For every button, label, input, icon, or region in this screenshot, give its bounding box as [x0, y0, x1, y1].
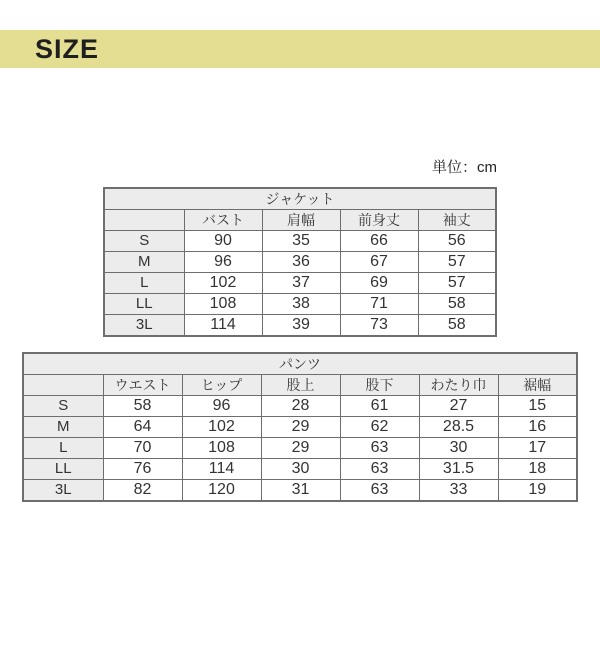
size-value: 58	[418, 294, 496, 315]
size-value: 27	[419, 396, 498, 417]
size-label: M	[23, 417, 103, 438]
pants-table	[22, 352, 578, 502]
size-value: 31.5	[419, 459, 498, 480]
unit-label: 単位：cm	[432, 159, 497, 176]
size-value: 63	[340, 459, 419, 480]
size-label: 3L	[104, 315, 184, 337]
size-value: 70	[103, 438, 182, 459]
column-header: ウエスト	[103, 375, 182, 396]
size-value: 82	[103, 480, 182, 502]
table-row	[23, 459, 577, 480]
table-row	[104, 294, 496, 315]
column-header: 股上	[261, 375, 340, 396]
size-value: 114	[182, 459, 261, 480]
table-row	[23, 480, 577, 502]
size-value: 16	[498, 417, 577, 438]
jacket-table	[103, 187, 497, 337]
size-value: 33	[419, 480, 498, 502]
size-value: 56	[418, 231, 496, 252]
size-value: 90	[184, 231, 262, 252]
column-header: 裾幅	[498, 375, 577, 396]
table-row	[23, 396, 577, 417]
size-label: S	[104, 231, 184, 252]
size-value: 15	[498, 396, 577, 417]
size-value: 30	[261, 459, 340, 480]
size-value: 28.5	[419, 417, 498, 438]
size-value: 63	[340, 480, 419, 502]
column-header: 肩幅	[262, 210, 340, 231]
size-value: 19	[498, 480, 577, 502]
column-header: 袖丈	[418, 210, 496, 231]
column-header: 股下	[340, 375, 419, 396]
size-value: 71	[340, 294, 418, 315]
size-value: 28	[261, 396, 340, 417]
header-row	[104, 210, 496, 231]
size-value: 39	[262, 315, 340, 337]
pants-size-table	[22, 352, 578, 502]
size-value: 114	[184, 315, 262, 337]
corner-cell	[23, 375, 103, 396]
table-title: ジャケット	[104, 188, 496, 210]
size-value: 62	[340, 417, 419, 438]
size-label: LL	[23, 459, 103, 480]
table-row	[23, 438, 577, 459]
corner-cell	[104, 210, 184, 231]
table-row	[104, 273, 496, 294]
size-value: 29	[261, 417, 340, 438]
size-value: 64	[103, 417, 182, 438]
size-value: 73	[340, 315, 418, 337]
size-value: 69	[340, 273, 418, 294]
size-value: 102	[184, 273, 262, 294]
size-value: 18	[498, 459, 577, 480]
size-value: 31	[261, 480, 340, 502]
size-value: 57	[418, 252, 496, 273]
table-title: パンツ	[23, 353, 577, 375]
size-value: 96	[182, 396, 261, 417]
size-value: 66	[340, 231, 418, 252]
size-banner	[0, 30, 600, 68]
column-header: ヒップ	[182, 375, 261, 396]
size-value: 57	[418, 273, 496, 294]
size-label: L	[104, 273, 184, 294]
size-label: 3L	[23, 480, 103, 502]
size-value: 58	[418, 315, 496, 337]
size-value: 108	[182, 438, 261, 459]
size-value: 36	[262, 252, 340, 273]
size-value: 63	[340, 438, 419, 459]
size-banner-title: SIZE	[35, 33, 100, 64]
size-label: L	[23, 438, 103, 459]
size-value: 102	[182, 417, 261, 438]
table-row	[104, 252, 496, 273]
jacket-size-table	[103, 187, 497, 337]
size-value: 96	[184, 252, 262, 273]
header-row	[23, 375, 577, 396]
size-value: 17	[498, 438, 577, 459]
size-value: 29	[261, 438, 340, 459]
size-value: 67	[340, 252, 418, 273]
column-header: わたり巾	[419, 375, 498, 396]
size-value: 120	[182, 480, 261, 502]
column-header: バスト	[184, 210, 262, 231]
table-row	[104, 315, 496, 337]
size-value: 35	[262, 231, 340, 252]
size-label: M	[104, 252, 184, 273]
size-label: S	[23, 396, 103, 417]
size-label: LL	[104, 294, 184, 315]
size-value: 30	[419, 438, 498, 459]
column-header: 前身丈	[340, 210, 418, 231]
size-value: 61	[340, 396, 419, 417]
table-row	[104, 231, 496, 252]
size-value: 58	[103, 396, 182, 417]
table-row	[23, 417, 577, 438]
size-value: 38	[262, 294, 340, 315]
size-value: 37	[262, 273, 340, 294]
size-value: 76	[103, 459, 182, 480]
size-value: 108	[184, 294, 262, 315]
